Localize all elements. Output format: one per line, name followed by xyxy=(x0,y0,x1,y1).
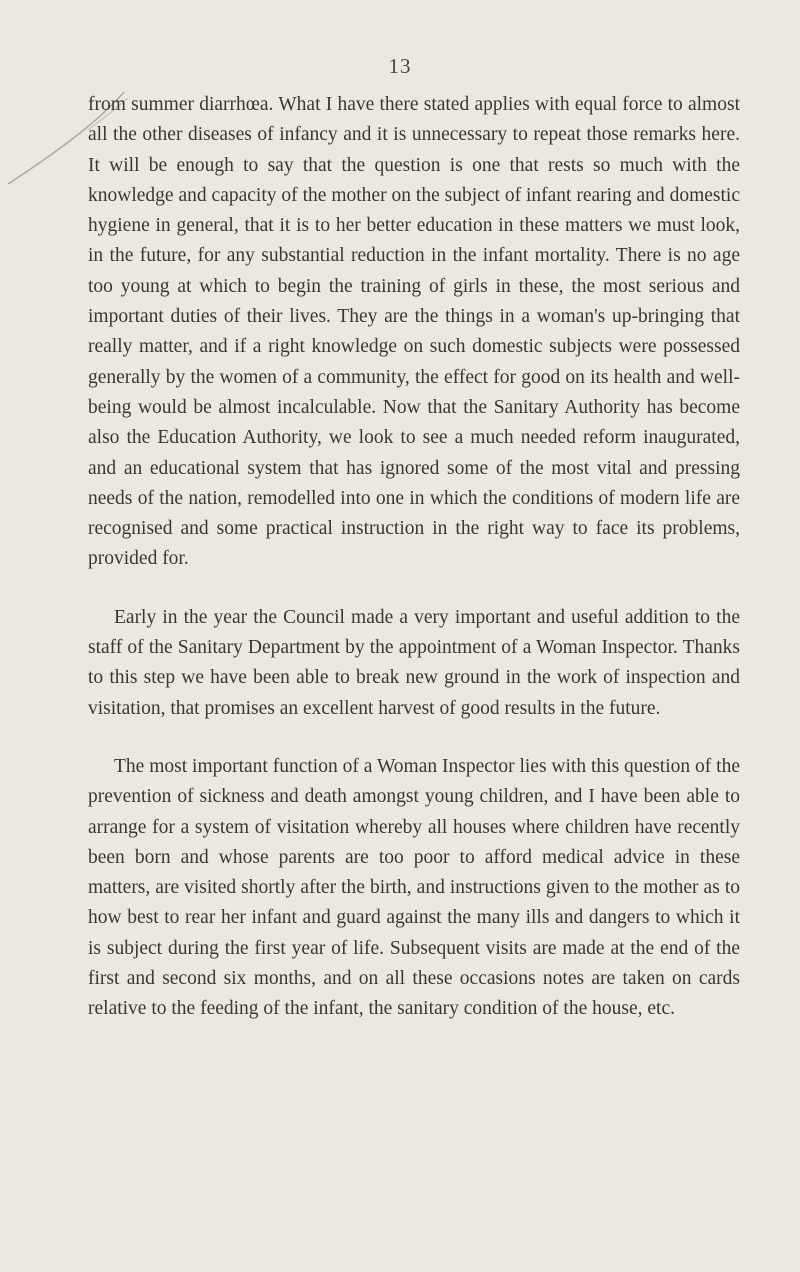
paragraph-1: from summer diarrhœa. What I have there stated applies with equal force to almost all the other diseases of infancy and it is unnecessary to repeat those remarks here. It will be enough to say that the question is one that rests so much with the knowledge and capacity of the mother on the subject of infant rearing and domestic hygiene in general, that it is to her better education in these matters we must look, in the future, for any substantial reduction in the infant mortality. There is no age too young at which to begin the training of girls in these, the most serious and important duties of their lives. They are the things in a woman's up-bringing that really matter, and if a right knowledge on such domestic subjects were possessed generally by the women of a community, the effect for good on its health and well-being would be almost incalculable. Now that the Sanitary Authority has become also the Education Authority, we look to see a much needed reform inaugurated, and an educational system that has ignored some of the most vital and pressing needs of the nation, remodelled into one in which the conditions of modern life are recognised and some practical instruction in the right way to face its problems, provided for. xyxy=(88,94,740,570)
body-text xyxy=(88,90,740,1025)
paragraph-2: Early in the year the Council made a very important and useful addition to the staff of the Sanitary Department by the appointment of a Woman Inspector. Thanks to this step we have been able to break new ground in the work of inspection and visitation, that promises an excellent harvest of good results in the future. xyxy=(88,606,740,719)
paragraph-3: The most important function of a Woman Inspector lies with this question of the prevention of sickness and death amongst young children, and I have been able to arrange for a system of visitation whereby all houses where children have recently been born and whose parents are too poor to afford medical advice in these matters, are visited shortly after the birth, and instructions given to the mother as to how best to rear her infant and guard against the many ills and dangers to which it is subject during the first year of life. Subsequent visits are made at the end of the first and second six months, and on all these occasions notes are taken on cards relative to the feeding of the infant, the sanitary condition of the house, etc. xyxy=(88,755,740,1020)
page-number: 13 xyxy=(388,54,412,78)
